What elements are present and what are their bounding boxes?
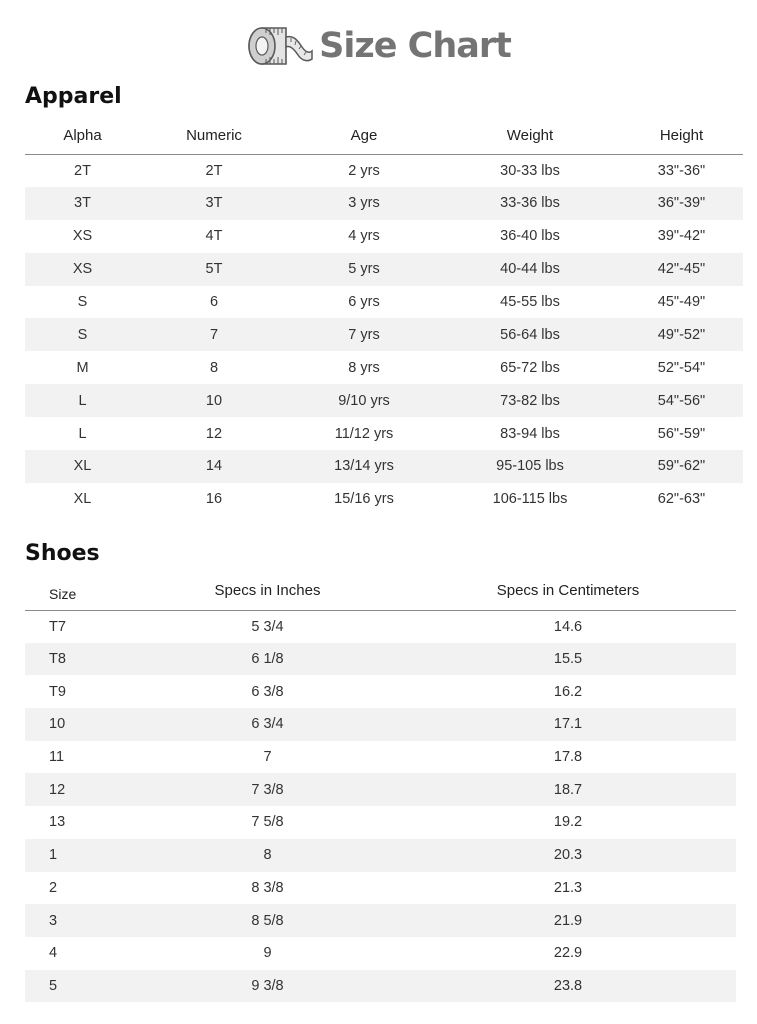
table-row xyxy=(25,643,736,676)
table-row xyxy=(25,483,743,516)
cell-inches: 7 xyxy=(263,749,272,766)
cell-centimeters: 15.5 xyxy=(400,643,736,676)
cell-weight: 106-115 lbs xyxy=(492,491,568,508)
column-header-height: Height xyxy=(620,118,743,154)
cell-size: 4 xyxy=(49,945,58,962)
table-row xyxy=(25,937,736,970)
cell-centimeters: 16.2 xyxy=(553,683,583,700)
cell-size: 1 xyxy=(25,839,135,872)
cell-alpha: L xyxy=(78,425,87,442)
cell-numeric: 5T xyxy=(140,253,288,286)
cell-size: 12 xyxy=(25,773,135,806)
column-header-age: Age xyxy=(288,118,440,154)
cell-centimeters: 20.3 xyxy=(400,839,736,872)
cell-inches: 6 3/8 xyxy=(251,683,284,700)
cell-age: 11/12 yrs xyxy=(334,425,394,442)
table-row xyxy=(25,741,736,774)
cell-centimeters: 21.3 xyxy=(553,879,583,896)
table-row xyxy=(25,872,736,905)
table-row xyxy=(25,220,743,253)
column-header-size: Size xyxy=(25,572,135,610)
cell-numeric: 8 xyxy=(209,359,219,376)
cell-inches: 9 xyxy=(263,945,272,962)
table-row xyxy=(25,154,743,187)
table-row xyxy=(25,450,743,483)
cell-inches: 6 3/4 xyxy=(135,708,400,741)
table-row xyxy=(25,286,743,319)
table-row xyxy=(25,806,736,839)
apparel-header-row xyxy=(25,118,743,154)
cell-age: 5 yrs xyxy=(288,253,440,286)
table-row xyxy=(25,839,736,872)
page-title: Size Chart xyxy=(319,25,511,66)
cell-weight: 56-64 lbs xyxy=(440,318,620,351)
cell-centimeters: 18.7 xyxy=(400,773,736,806)
shoes-size-table xyxy=(25,572,736,1002)
cell-weight: 65-72 lbs xyxy=(500,359,560,376)
cell-height: 62"-63" xyxy=(657,491,706,508)
cell-height: 56"-59" xyxy=(657,425,706,442)
cell-size: T9 xyxy=(49,683,66,700)
table-row xyxy=(25,417,743,450)
cell-centimeters: 17.8 xyxy=(553,749,583,766)
cell-size: 5 xyxy=(25,970,135,1003)
cell-centimeters: 19.2 xyxy=(553,814,583,831)
cell-height: 45"-49" xyxy=(657,294,706,310)
cell-height: 42"-45" xyxy=(620,253,743,286)
cell-size: 10 xyxy=(25,708,135,741)
cell-weight: 36-40 lbs xyxy=(500,228,560,245)
cell-centimeters: 22.9 xyxy=(553,945,583,962)
table-row xyxy=(25,384,743,417)
table-row xyxy=(25,318,743,351)
cell-numeric: 14 xyxy=(140,450,288,483)
column-header-inches: Specs in Inches xyxy=(135,572,400,610)
cell-centimeters: 23.8 xyxy=(400,970,736,1003)
table-row xyxy=(25,351,743,384)
cell-height: 54"-56" xyxy=(620,384,743,417)
cell-height: 59"-62" xyxy=(620,450,743,483)
cell-numeric: 12 xyxy=(205,425,223,442)
cell-inches: 7 5/8 xyxy=(251,814,284,831)
table-row xyxy=(25,675,736,708)
cell-numeric: 2T xyxy=(205,162,223,179)
table-row xyxy=(25,187,743,220)
measuring-tape-icon xyxy=(246,23,314,69)
cell-alpha: XL xyxy=(25,450,140,483)
table-row xyxy=(25,970,736,1003)
cell-inches: 7 3/8 xyxy=(135,773,400,806)
table-row xyxy=(25,708,736,741)
cell-numeric: 10 xyxy=(140,384,288,417)
cell-age: 8 yrs xyxy=(348,359,380,376)
page-header xyxy=(0,20,757,72)
shoes-section-title: Shoes xyxy=(25,541,100,566)
cell-height: 39"-42" xyxy=(657,228,706,245)
cell-numeric: 3T xyxy=(140,187,288,220)
cell-numeric: 6 xyxy=(209,294,219,310)
cell-height: 33"-36" xyxy=(657,162,706,179)
cell-alpha: M xyxy=(76,359,89,376)
cell-height: 36"-39" xyxy=(620,187,743,220)
cell-age: 9/10 yrs xyxy=(288,384,440,417)
cell-inches: 8 xyxy=(135,839,400,872)
cell-size: 2 xyxy=(49,879,58,896)
cell-age: 7 yrs xyxy=(288,318,440,351)
cell-weight: 95-105 lbs xyxy=(440,450,620,483)
cell-age: 4 yrs xyxy=(348,228,380,245)
column-header-numeric: Numeric xyxy=(140,118,288,154)
cell-weight: 45-55 lbs xyxy=(500,294,560,310)
table-row xyxy=(25,610,736,643)
cell-numeric: 16 xyxy=(205,491,223,508)
cell-alpha: S xyxy=(25,318,140,351)
cell-alpha: XL xyxy=(73,491,92,508)
cell-weight: 83-94 lbs xyxy=(500,425,560,442)
cell-numeric: 7 xyxy=(140,318,288,351)
cell-inches: 8 3/8 xyxy=(251,879,284,896)
logo xyxy=(246,23,511,69)
cell-weight: 73-82 lbs xyxy=(440,384,620,417)
shoes-header-row xyxy=(25,572,736,610)
cell-age: 15/16 yrs xyxy=(334,491,394,508)
cell-age: 2 yrs xyxy=(348,162,380,179)
cell-centimeters: 21.9 xyxy=(400,904,736,937)
cell-size: 3 xyxy=(25,904,135,937)
cell-alpha: XS xyxy=(25,253,140,286)
cell-size: T7 xyxy=(49,618,66,635)
cell-alpha: S xyxy=(77,294,88,310)
table-row xyxy=(25,904,736,937)
cell-size: 11 xyxy=(49,749,65,766)
column-header-centimeters: Specs in Centimeters xyxy=(400,572,736,610)
cell-centimeters: 17.1 xyxy=(400,708,736,741)
cell-inches: 5 3/4 xyxy=(251,618,284,635)
cell-age: 3 yrs xyxy=(288,187,440,220)
cell-weight: 40-44 lbs xyxy=(440,253,620,286)
cell-alpha: XS xyxy=(72,228,93,245)
cell-height: 49"-52" xyxy=(620,318,743,351)
cell-age: 13/14 yrs xyxy=(288,450,440,483)
cell-alpha: 2T xyxy=(74,162,91,179)
apparel-section-title: Apparel xyxy=(25,84,122,109)
cell-numeric: 4T xyxy=(205,228,223,245)
cell-alpha: 3T xyxy=(25,187,140,220)
cell-size: T8 xyxy=(25,643,135,676)
table-row xyxy=(25,253,743,286)
cell-age: 6 yrs xyxy=(348,294,380,310)
column-header-weight: Weight xyxy=(440,118,620,154)
cell-centimeters: 14.6 xyxy=(553,618,583,635)
apparel-size-table xyxy=(25,118,743,516)
table-row xyxy=(25,773,736,806)
cell-inches: 6 1/8 xyxy=(135,643,400,676)
cell-inches: 9 3/8 xyxy=(135,970,400,1003)
cell-weight: 33-36 lbs xyxy=(440,187,620,220)
cell-alpha: L xyxy=(25,384,140,417)
column-header-alpha: Alpha xyxy=(25,118,140,154)
cell-size: 13 xyxy=(49,814,66,831)
cell-inches: 8 5/8 xyxy=(135,904,400,937)
cell-height: 52"-54" xyxy=(657,359,706,376)
cell-weight: 30-33 lbs xyxy=(500,162,560,179)
